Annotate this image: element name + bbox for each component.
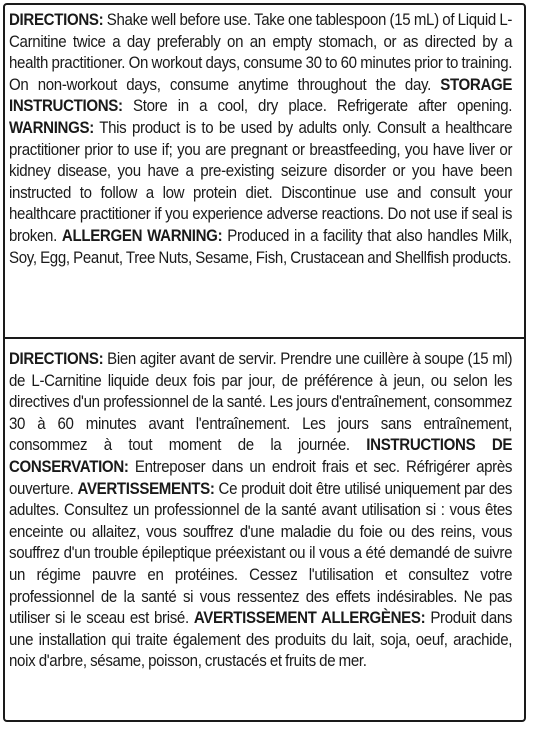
warnings-text-en: This product is to be used by adults only. Consult a healthcare practitioner prior to use if; you are pregnant or breastfeeding, you have liver or kidney disease, you have a pre-existing seizure disorder or you have been instructed to follow a low protein diet. Discontinue use and consult your healthcare practitioner if you experience adverse reactions. Do not use if seal is broken. bbox=[9, 118, 513, 245]
directions-text-en: Shake well before use. Take one tablespoon (15 mL) of Liquid L-Carnitine twice a day preferably on an empty stomach, or as directed by a health practitioner. On workout days, consume 30 to 60 minutes prior to training. On non-workout days, consume anytime throughout the day. bbox=[9, 11, 513, 94]
warnings-heading-en: WARNINGS: bbox=[9, 118, 94, 137]
section-divider bbox=[3, 337, 526, 339]
directions-text-fr: Bien agiter avant de servir. Prendre une cuillère à soupe (15 ml) de L-Carnitine liquide deux fois par jour, de préférence à jeun, ou selon les directives d'un professionnel de la santé. Les jours d'entraînement, consommez 30 à 60 minutes avant l'entraînement. Les jours sans entraînement, consommez à tout moment de la journée. bbox=[9, 350, 513, 455]
warnings-text-fr: Ce produit doit être utilisé uniquement par des adultes. Consultez un professionnel de la santé avant utilisation si : vous êtes enceinte ou allaitez, vous souffrez d'une maladie du foie ou des reins, vous souffrez d'un trouble épileptique préexistant ou il vous a été demandé de suivre un régime pauvre en protéines. Cessez l'utilisation et consultez votre professionnel de la santé si vous ressentez des effets indésirables. Ne pas utiliser si le sceau est brisé. bbox=[9, 479, 513, 628]
directions-heading-fr: DIRECTIONS: bbox=[9, 350, 104, 368]
storage-heading-en: STORAGE INSTRUCTIONS: bbox=[9, 75, 513, 116]
allergen-heading-en: ALLERGEN WARNING: bbox=[61, 226, 223, 245]
storage-text-fr: Entreposer dans un endroit frais et sec. Réfrigérer après ouverture. bbox=[9, 457, 513, 498]
storage-text-en: Store in a cool, dry place. Refrigerate after opening. bbox=[122, 97, 513, 116]
allergen-heading-fr: AVERTISSEMENT ALLERGÈNES: bbox=[193, 609, 426, 628]
storage-heading-fr: INSTRUCTIONS DE CONSERVATION: bbox=[9, 436, 513, 476]
warnings-heading-fr: AVERTISSEMENTS: bbox=[77, 479, 215, 498]
allergen-text-fr: Produit dans une installation qui traite également des produits du lait, soja, oeuf, arachide, noix d'arbre, sésame, poisson, crustacés et fruits de mer. bbox=[9, 609, 513, 671]
directions-heading-en: DIRECTIONS: bbox=[9, 11, 104, 29]
allergen-text-en: Produced in a facility that also handles Milk, Soy, Egg, Peanut, Tree Nuts, Sesame, Fish, Crustacean and Shellfish products. bbox=[9, 226, 513, 267]
french-label-panel bbox=[9, 349, 512, 673]
english-label-panel bbox=[9, 10, 512, 269]
